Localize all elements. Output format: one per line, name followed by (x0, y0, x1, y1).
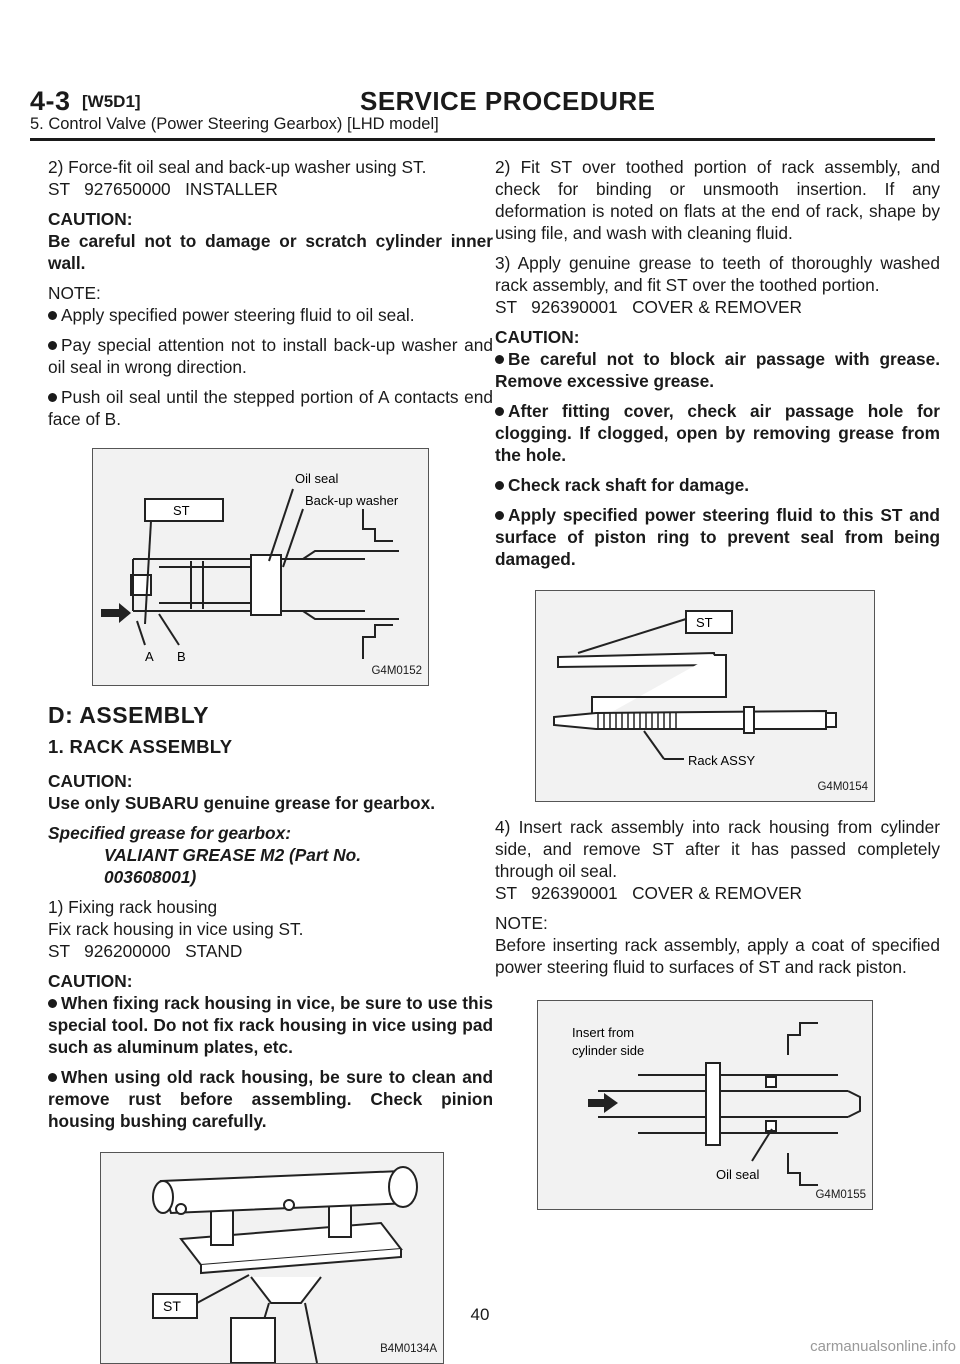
fig4-oil-seal-label: Oil seal (716, 1167, 760, 1182)
note-item: Apply specified power steering fluid to oil seal. (48, 304, 493, 326)
step-2-fit-st: 2) Fit ST over toothed portion of rack assembly, and check for binding or unsmooth insertion. If any deformation is noted on flats at the end of rack, shape by using file, and wash with cleaning fluid. (495, 157, 940, 243)
fig4-insert-label-2: cylinder side (572, 1043, 645, 1058)
bullet-icon (495, 511, 504, 520)
step-1-fix-housing: 1) Fixing rack housing Fix rack housing in vice using ST. ST 926200000 STAND (48, 897, 304, 961)
step-4-insert: 4) Insert rack assembly into rack housing from cylinder side, and remove ST after it has passed completely through oil seal. ST 926390001 COVER & REMOVER (495, 817, 940, 903)
bullet-icon (48, 1073, 57, 1082)
caution-item: Apply specified power steering fluid to this ST and surface of piston ring to prevent seal from being damaged. (495, 505, 940, 569)
section-number: 4-3 (30, 86, 71, 116)
figure-caption: G4M0155 (815, 1189, 866, 1201)
right-column (495, 156, 940, 1210)
figure-insert-rack (537, 1000, 873, 1210)
figure-caption: G4M0154 (817, 781, 868, 793)
figure-caption: B4M0134A (380, 1343, 437, 1355)
st-line: ST 927650000 INSTALLER (48, 179, 278, 199)
fig1-backup-label: Back-up washer (305, 493, 399, 508)
caution-block: CAUTION: Use only SUBARU genuine grease for gearbox. (48, 771, 435, 813)
note-block: NOTE: Before inserting rack assembly, apply a coat of specified power steering fluid to surfaces of ST and rack piston. (495, 913, 940, 977)
bullet-icon (495, 481, 504, 490)
section-heading: D: ASSEMBLY (48, 702, 209, 728)
oil-seal-diagram (93, 449, 428, 685)
page-header (30, 86, 935, 142)
caution-item: After fitting cover, check air passage hole for clogging. If clogged, open by removing grease from the hole. (495, 401, 940, 465)
stand-diagram (101, 1153, 443, 1363)
bullet-icon (48, 393, 57, 402)
fig1-st-label: ST (173, 503, 190, 518)
note-item: Pay special attention not to install back-up washer and oil seal in wrong direction. (48, 335, 493, 377)
header-rule (30, 138, 935, 141)
figure-stand (100, 1152, 444, 1364)
step-2-seal: 2) Force-fit oil seal and back-up washer using ST. ST 927650000 INSTALLER (48, 157, 427, 199)
caution-item: Be careful not to block air passage with grease. Remove excessive grease. (495, 349, 940, 391)
insert-rack-diagram (538, 1001, 872, 1209)
fig4-insert-label-1: Insert from (572, 1025, 635, 1040)
section-code: [W5D1] (82, 92, 141, 111)
caution-item: When using old rack housing, be sure to clean and remove rust before assembling. Check pinion housing bushing carefully. (48, 1067, 493, 1131)
bullet-icon (495, 355, 504, 364)
bullet-icon (48, 311, 57, 320)
note-item: Push oil seal until the stepped portion of A contacts end face of B. (48, 387, 493, 429)
caution-block: CAUTION: Be careful not to block air passage with grease. Remove excessive grease. After fitting cover, check air passage hole for clogging. If clogged, open by removing grease from the hole. Check rack shaft for damage. Apply specified power steering fluid to this ST and surface of piston ring to prevent seal from being damaged. (495, 327, 940, 569)
figure-oil-seal-install (92, 448, 429, 686)
cover-remover-diagram (536, 591, 874, 801)
caution-block: CAUTION: Be careful not to damage or scratch cylinder inner wall. (48, 209, 493, 273)
fig1-b-label: B (177, 649, 186, 664)
st-line: ST 926390001 COVER & REMOVER (495, 297, 803, 317)
caution-block: CAUTION: When fixing rack housing in vice, be sure to use this special tool. Do not fix rack housing in vice using pad such as aluminum plates, etc. When using old rack housing, be sure to clean and remove rust before assembling. Check pinion housing bushing carefully. (48, 971, 493, 1131)
fig3-st-label: ST (696, 615, 713, 630)
figure-caption: G4M0152 (371, 665, 422, 677)
fig2-st-label: ST (163, 1298, 181, 1314)
watermark: carmanualsonline.info (810, 1338, 956, 1355)
fig1-a-label: A (145, 649, 154, 664)
page-subtitle: 5. Control Valve (Power Steering Gearbox) [LHD model] (30, 115, 439, 133)
subsection-heading: 1. RACK ASSEMBLY (48, 736, 233, 757)
caution-item: When fixing rack housing in vice, be sure to use this special tool. Do not fix rack housing in vice using pad such as aluminum plates, etc. (48, 993, 493, 1057)
note-block: NOTE: Apply specified power steering fluid to oil seal. Pay special attention not to install back-up washer and oil seal in wrong direction. Push oil seal until the stepped portion of A contacts end face of B. (48, 283, 493, 429)
st-line: ST 926200000 STAND (48, 941, 243, 961)
bullet-icon (48, 999, 57, 1008)
caution-item: Check rack shaft for damage. (495, 474, 940, 496)
left-column (48, 156, 493, 1364)
page-number: 40 (470, 1305, 490, 1324)
step-3-grease: 3) Apply genuine grease to teeth of thoroughly washed rack assembly, and fit ST over the toothed portion. ST 926390001 COVER & REMOVER (495, 253, 940, 317)
bullet-icon (495, 407, 504, 416)
bullet-icon (48, 341, 57, 350)
fig1-oil-seal-label: Oil seal (295, 471, 339, 486)
st-line: ST 926390001 COVER & REMOVER (495, 883, 803, 903)
fig3-rack-label: Rack ASSY (688, 753, 756, 768)
figure-cover-remover (535, 590, 875, 802)
page-title: SERVICE PROCEDURE (360, 86, 656, 116)
spec-block: Specified grease for gearbox: VALIANT GREASE M2 (Part No. 003608001) (48, 823, 361, 887)
